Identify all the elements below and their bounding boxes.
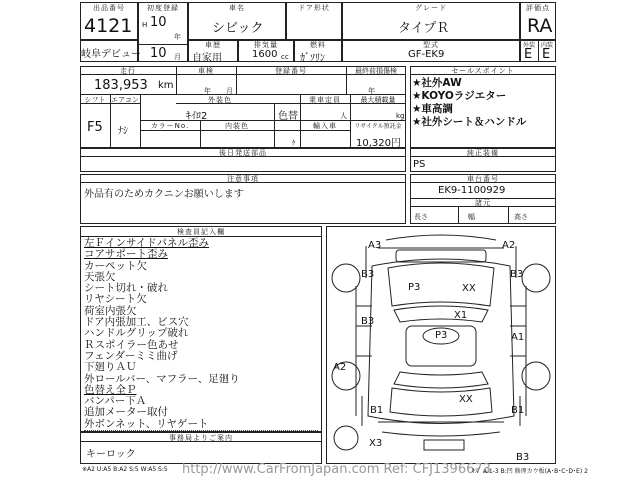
sales-point: ★KOYOラジエター <box>412 90 507 102</box>
door-label: ドア形状 <box>298 4 330 12</box>
note-line: コアサポート歪み <box>84 248 168 261</box>
damage-mark: XX <box>462 283 476 294</box>
footer-right: ｷｽﾞ A:1-3 B:凹 修理カウ板(A･B･C･D･E) 2 <box>472 468 588 475</box>
year-unit: 年 <box>174 33 181 41</box>
use-label: 車歴 <box>205 41 221 49</box>
damage-mark: P3 <box>408 282 421 293</box>
reg-year: 10 <box>150 15 167 30</box>
load-unit: kg <box>396 112 405 120</box>
grade: タイプＲ <box>398 21 450 36</box>
car-name-label: 車名 <box>229 4 245 12</box>
note-line: 荷室内張欠 <box>84 304 137 317</box>
damage-mark: XX <box>459 394 473 405</box>
damage-mark: A1 <box>511 332 525 343</box>
model: GF-EK9 <box>408 49 445 60</box>
ke-unit: ｹ <box>292 139 296 147</box>
color-no-label: カラーNo. <box>150 122 190 130</box>
color-change: 色替 <box>278 111 298 122</box>
displacement-label: 排気量 <box>254 41 278 49</box>
note-line: フェンダーミミ曲げ <box>84 349 178 362</box>
width-label: 幅 <box>468 213 475 221</box>
interior-label: 内装 <box>540 42 553 49</box>
note-line: 下廻りＡＵ <box>84 361 137 374</box>
recycle-label: リサイクル預託金 <box>354 123 402 130</box>
damage-mark: B3 <box>361 269 375 280</box>
note-line: バンパー下Ａ <box>84 395 147 408</box>
car-name: シビック <box>212 21 264 36</box>
note-line: ハンドルグリップ破れ <box>84 327 189 340</box>
capacity-unit: 人 <box>340 112 347 120</box>
damage-mark: P3 <box>435 330 448 341</box>
sales-point: ★社外AW <box>412 77 462 89</box>
fuel-label: 燃料 <box>310 41 326 49</box>
damage-mark: B1 <box>511 405 525 416</box>
capacity-label: 乗車定員 <box>309 96 341 104</box>
genuine-label: 純正装備 <box>467 149 499 157</box>
note-line: 外ロールバー、マフラー、足廻り <box>84 372 240 385</box>
note-line: 追加メーター取付 <box>84 406 168 419</box>
month-unit: 月 <box>174 53 181 61</box>
insp-year-unit: 年 <box>204 87 211 95</box>
mileage: 183,953 <box>94 78 148 93</box>
displacement: 1600 <box>252 49 278 60</box>
damage-mark: A3 <box>368 240 382 251</box>
debut-label: 岐阜デビュー <box>81 49 141 60</box>
ac-label: エアコン <box>111 96 139 104</box>
genuine-value: PS <box>413 159 426 170</box>
damage-mark: B3 <box>516 452 530 463</box>
damage-mark: B3 <box>361 316 375 327</box>
model-label: 型式 <box>423 41 439 49</box>
lot-number: 4121 <box>84 15 133 37</box>
reg-no-label: 登録番号 <box>275 67 307 75</box>
chassis-number: EK9-1100929 <box>438 185 506 196</box>
car-diagram <box>326 226 556 464</box>
office-label: 事務局よりご案内 <box>169 434 233 442</box>
exterior-label: 外装 <box>522 42 535 49</box>
score: RA <box>527 15 553 37</box>
prev-label: 最終前損傷検 <box>355 67 397 75</box>
inspection-label: 車検 <box>198 67 214 75</box>
sales-point: ★車高調 <box>412 103 453 115</box>
damage-mark: X1 <box>454 310 468 321</box>
sales-points <box>412 77 526 129</box>
prev-unit: 年 <box>368 87 375 95</box>
damage-mark: B1 <box>370 405 384 416</box>
color: ｷｲﾛ2 <box>186 111 208 122</box>
cc-unit: cc <box>281 53 289 61</box>
load-label: 最大積載量 <box>360 96 396 104</box>
note-line: ドア内張加工、ビス穴 <box>84 316 189 329</box>
first-reg-label: 初度登録 <box>147 4 179 12</box>
mileage-label: 走行 <box>120 67 136 75</box>
footer-watermark: http://www.CarFromJapan.com Ref: CFJ1396673 <box>182 462 491 477</box>
sales-point: ★社外シート＆ハンドル <box>412 116 527 128</box>
shift: F5 <box>87 120 103 135</box>
exterior-score: E <box>524 47 533 62</box>
inspector-notes <box>84 238 240 430</box>
note-line: Ｒスポイラー色あせ <box>84 338 179 351</box>
grade-label: グレード <box>415 4 447 12</box>
damage-mark: A2 <box>502 240 516 251</box>
note-line: 外ボンネット、リヤゲート <box>84 417 209 430</box>
use: 自家用 <box>192 53 222 64</box>
footer-left: ※A2 U:A5 B:A2 S:5 W:A5 S:5 <box>82 466 168 473</box>
note-line: カーペット欠 <box>84 259 147 272</box>
note-line: シート切れ・破れ <box>84 282 168 295</box>
interior-color-label: 内装色 <box>225 122 249 130</box>
lot-label: 出品番号 <box>93 4 125 12</box>
interior-score: E <box>542 47 551 62</box>
km-unit: km <box>158 80 174 91</box>
note-line: 色替え全Ｐ <box>84 383 137 396</box>
inspector-label: 検査員記入欄 <box>177 228 225 236</box>
import-label: 輸入車 <box>313 122 337 130</box>
reg-month: 10 <box>150 46 167 61</box>
damage-mark: B3 <box>510 269 524 280</box>
length-label: 長さ <box>414 213 428 221</box>
note-line: 左Ｆインサイドパネル歪み <box>84 237 210 249</box>
note-line: 天張欠 <box>84 270 116 283</box>
dims-label: 諸元 <box>475 199 491 207</box>
accessories-label: 後日発送部品 <box>219 149 267 157</box>
office-text: キーロック <box>86 449 136 460</box>
remarks-label: 注意事項 <box>227 175 259 183</box>
note-line: リヤシート欠 <box>84 293 147 306</box>
fuel: ｶﾞｿﾘﾝ <box>300 53 325 64</box>
remarks-text: 外品有のためカクニンお願いします <box>84 189 244 200</box>
chassis-label: 車台番号 <box>467 175 499 183</box>
recycle: 10,320円 <box>356 138 401 149</box>
sales-label: セールスポイント <box>451 67 515 75</box>
score-label: 評価点 <box>526 4 550 12</box>
shift-label: シフト <box>84 96 106 104</box>
insp-month-unit: 月 <box>226 87 233 95</box>
damage-mark: A2 <box>333 362 347 373</box>
damage-mark: X3 <box>369 438 383 449</box>
ac: ﾅｼ <box>118 126 128 137</box>
era: H <box>142 21 148 29</box>
height-label: 高さ <box>514 213 528 221</box>
color-label: 外装色 <box>208 96 232 104</box>
